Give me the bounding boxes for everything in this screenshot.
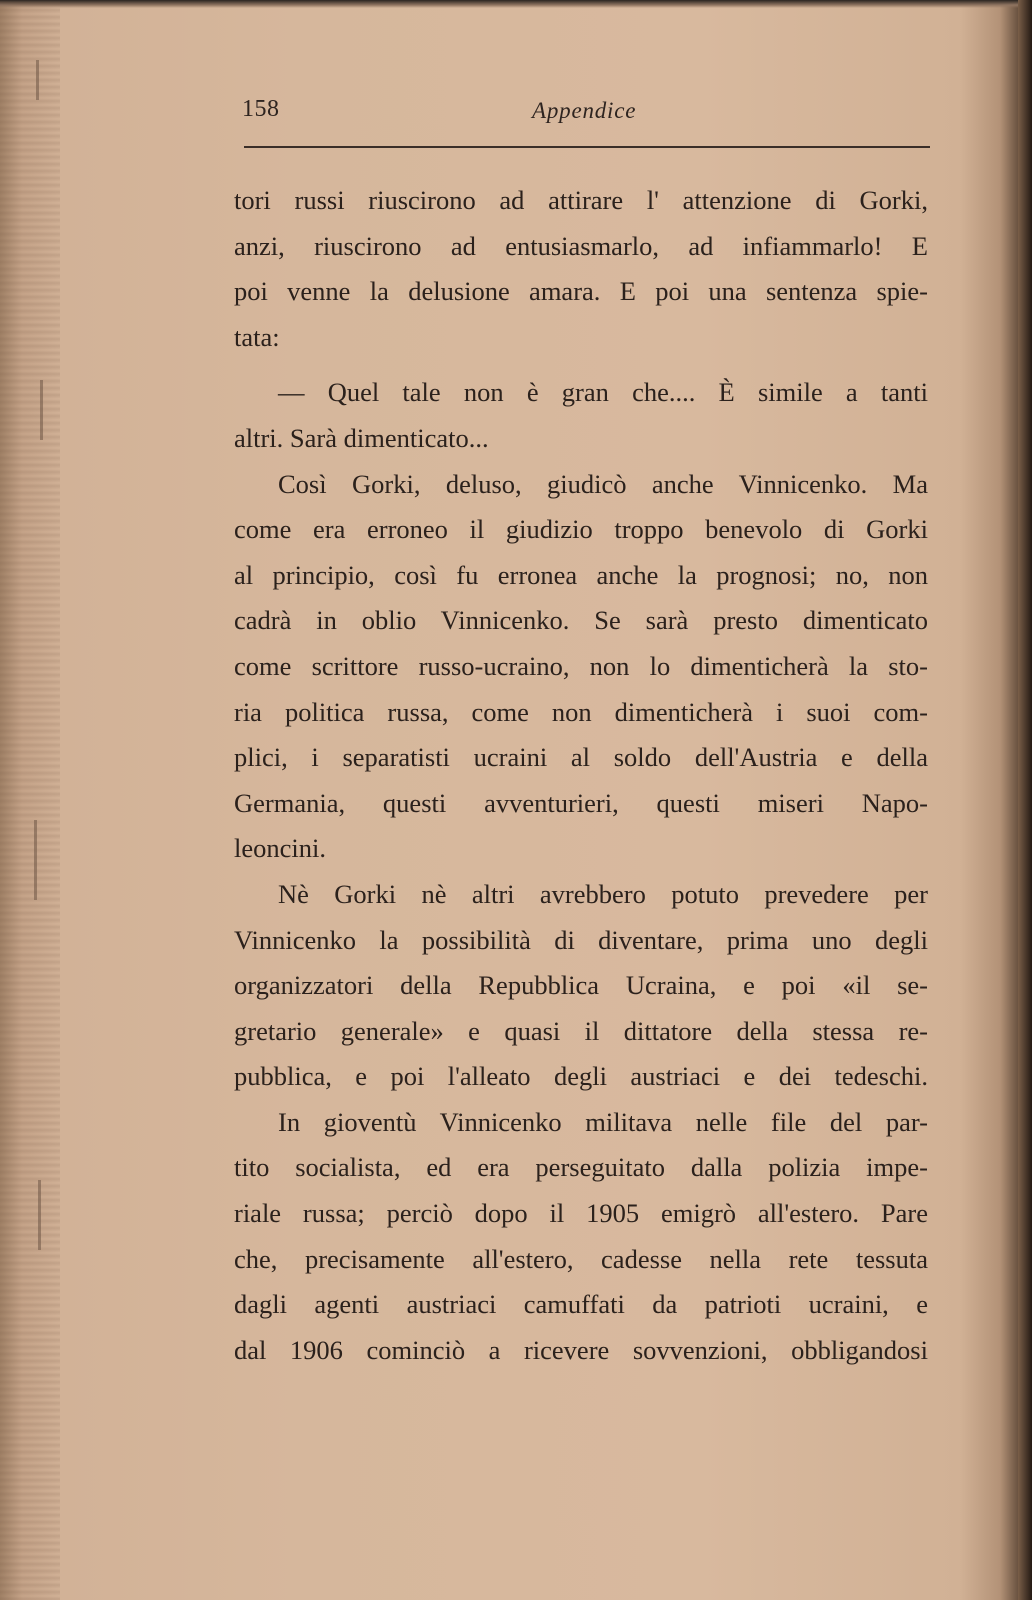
page-top-edge	[0, 0, 1032, 8]
text-line: come era erroneo il giudizio troppo benevolo di Gorki	[234, 514, 928, 545]
text-line: leoncini.	[234, 833, 326, 864]
text-line: come scrittore russo-ucraino, non lo dimenticherà la sto-	[234, 650, 928, 681]
text-line: Nè Gorki nè altri avrebbero potuto prevedere per	[278, 878, 928, 909]
running-title: Appendice	[532, 98, 637, 123]
text-line: plici, i separatisti ucraini al soldo dell'Austria e della	[234, 742, 928, 773]
page-number: 158	[242, 96, 280, 122]
page-right-edge	[1018, 0, 1032, 1600]
page-header	[242, 96, 928, 136]
text-line: organizzatori della Repubblica Ucraina, e poi «il se-	[234, 970, 928, 1001]
text-line: poi venne la delusione amara. E poi una sentenza spie-	[234, 276, 928, 307]
header-rule	[244, 146, 930, 148]
text-line: al principio, così fu erronea anche la prognosi; no, non	[234, 559, 928, 590]
text-line: tito socialista, ed era perseguitato dalla polizia impe-	[234, 1152, 928, 1183]
paper-stain	[38, 1180, 41, 1250]
text-line: ria politica russa, come non dimenticherà i suoi com-	[234, 696, 928, 727]
body-text	[234, 178, 928, 1373]
text-line: Germania, questi avventurieri, questi miseri Napo-	[234, 787, 928, 818]
text-line: cadrà in oblio Vinnicenko. Se sarà presto dimenticato	[234, 605, 928, 636]
paper-stain	[36, 60, 39, 100]
text-line: anzi, riuscirono ad entusiasmarlo, ad infiammarlo! E	[234, 230, 928, 261]
page-gutter	[0, 0, 60, 1600]
paper-stain	[40, 380, 43, 440]
text-line: Vinnicenko la possibilità di diventare, prima uno degli	[234, 924, 928, 955]
text-line: tori russi riuscirono ad attirare l' attenzione di Gorki,	[234, 185, 928, 215]
text-line: In gioventù Vinnicenko militava nelle file del par-	[278, 1106, 928, 1137]
paper-stain	[34, 820, 37, 900]
text-line: — Quel tale non è gran che.... È simile a tanti	[278, 377, 928, 408]
text-line: Così Gorki, deluso, giudicò anche Vinnicenko. Ma	[278, 468, 928, 499]
text-line: dal 1906 cominciò a ricevere sovvenzioni, obbligandosi	[234, 1334, 928, 1365]
text-line: gretario generale» e quasi il dittatore della stessa re-	[234, 1015, 928, 1046]
text-line: dagli agenti austriaci camuffati da patrioti ucraini, e	[234, 1289, 928, 1320]
text-line: che, precisamente all'estero, cadesse nella rete tessuta	[234, 1243, 928, 1274]
text-line: tata:	[234, 321, 280, 352]
text-line: altri. Sarà dimenticato...	[234, 422, 489, 453]
text-line: riale russa; perciò dopo il 1905 emigrò all'estero. Pare	[234, 1198, 928, 1229]
text-line: pubblica, e poi l'alleato degli austriaci e dei tedeschi.	[234, 1061, 928, 1092]
